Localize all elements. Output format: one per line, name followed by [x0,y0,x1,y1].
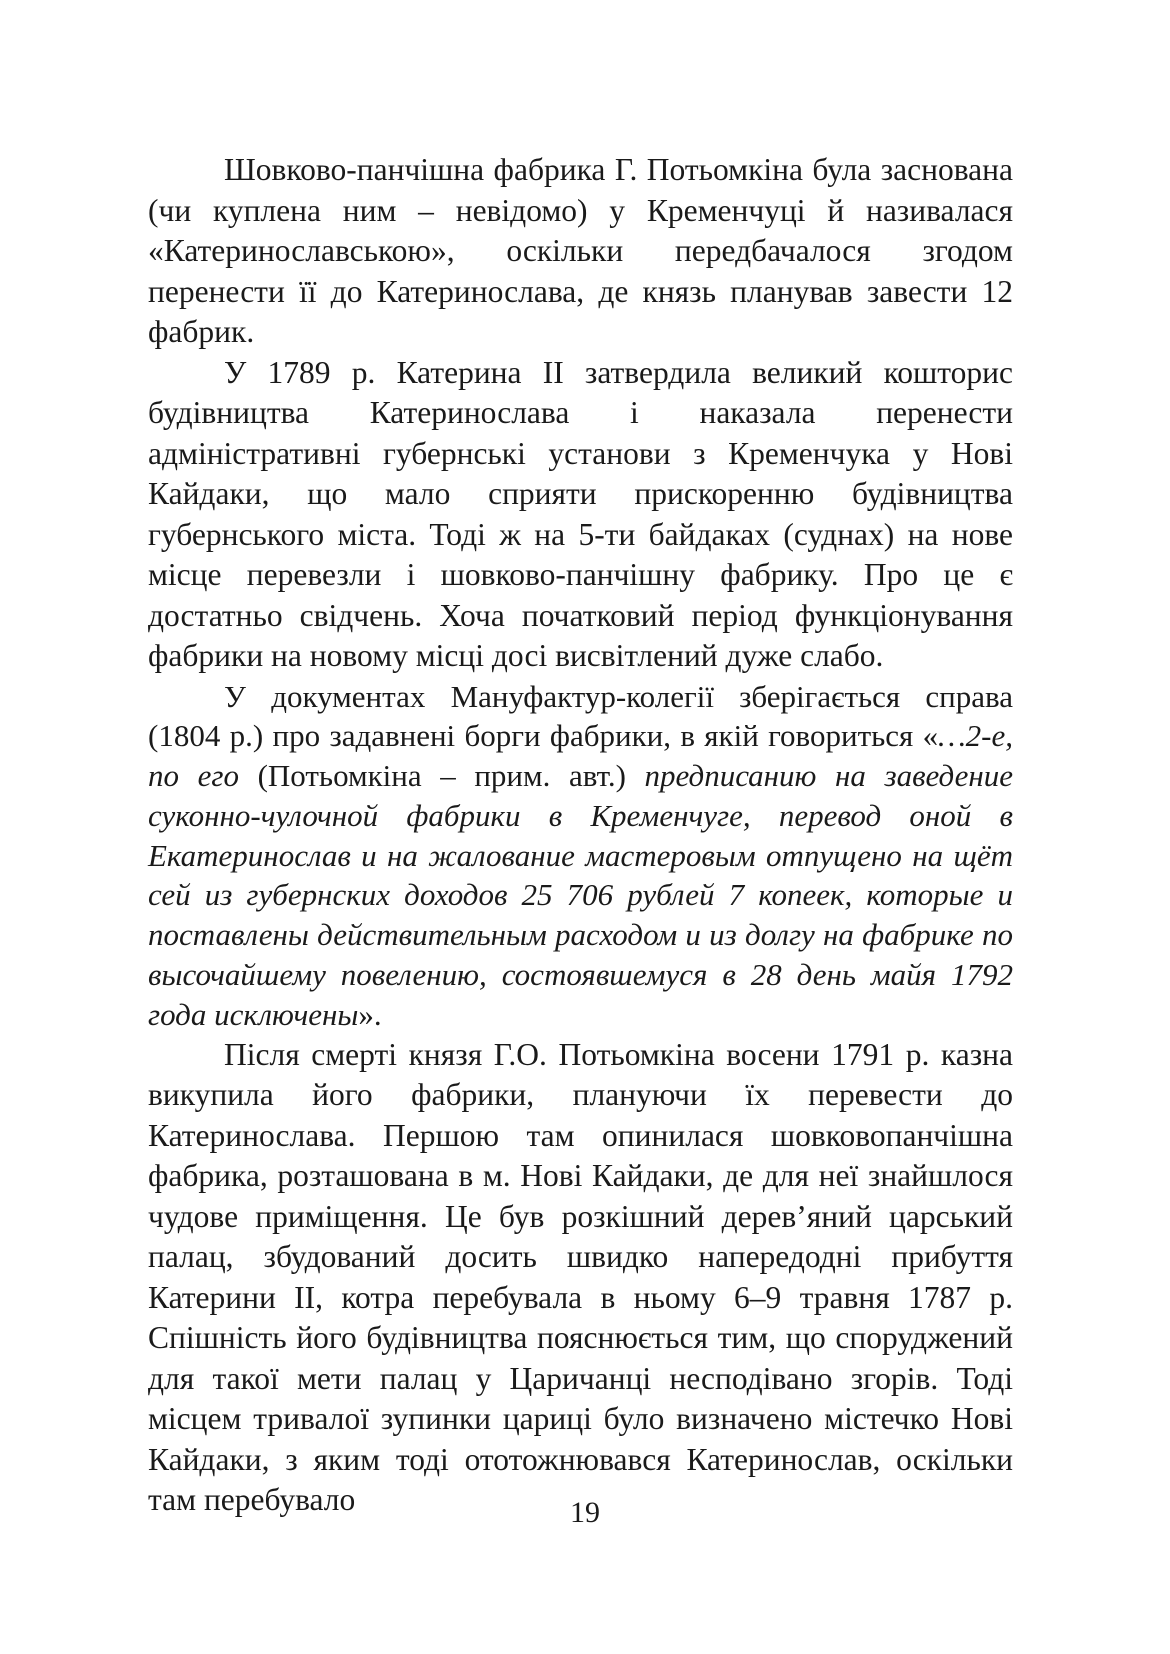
page-number: 19 [570,1496,600,1529]
page-body [148,150,1013,1521]
paragraph-4: Після смерті князя Г.О. Потьомкіна восени 1791 р. казна викупила його фабрики, плануючи їх перевести до Катеринослава. Першою там опинилася шовковопанчішна фабрика, розташована в м. Нові Кайдаки, де для неї знайшлося чудове приміщення. Це був розкішний дерев’яний царський палац, збудований досить швидко напередодні прибуття Катерини II, котра перебувала в ньому 6–9 травня 1787 р. Спішність його будівництва пояснюється тим, що споруджений для такої мети палац у Царичанці несподівано згорів. Тоді місцем тривалої зупинки цариці було визначено містечко Нові Кайдаки, з яким тоді ототожнювався Катеринослав, оскільки там перебувало [148,1036,1013,1518]
paragraph-3-lead: У документах Мануфактур-колегії зберігається справа (1804 р.) про задавнені борги фабрики, в якій говориться « [148,678,1013,754]
paragraph-3-quote-rest: предписанию на заведение суконно-чулочной фабрики в Кременчуге, перевод оной в Екатеринослав и на жалование мастеровым отпущено на щёт сей из губернских доходов 25 706 рублей 7 копеек, которые и поставлены действительным расходом и из долгу на фабрике по высочайшему повелению, состоявшемуся в 28 день майя 1792 года исключены [148,758,1013,1032]
paragraph-3 [148,677,1013,1035]
paragraph-1: Шовково-панчішна фабрика Г. Потьомкіна була заснована (чи куплена ним – невідомо) у Кременчуці й називалася «Катеринославською», оскільки передбачалося згодом перенести її до Катеринослава, де князь планував завести 12 фабрик. [148,152,1013,349]
paragraph-2: У 1789 р. Катерина II затвердила великий кошторис будівництва Катеринослава і наказала перенести адміністративні губернські установи з Кременчука у Нові Кайдаки, що мало сприяти прискоренню будівництва губернського міста. Тоді ж на 5-ти байдаках (суднах) на нове місце перевезли і шовково-панчішну фабрику. Про це є достатньо свідчень. Хоча початковий період функціонування фабрики на новому місці досі висвітлений дуже слабо. [148,354,1013,673]
paragraph-3-author-note: (Потьомкіна – прим. авт.) [238,758,645,794]
paragraph-3-quote-start: …2-е, по его [148,718,1013,794]
paragraph-3-close: ». [358,996,382,1032]
